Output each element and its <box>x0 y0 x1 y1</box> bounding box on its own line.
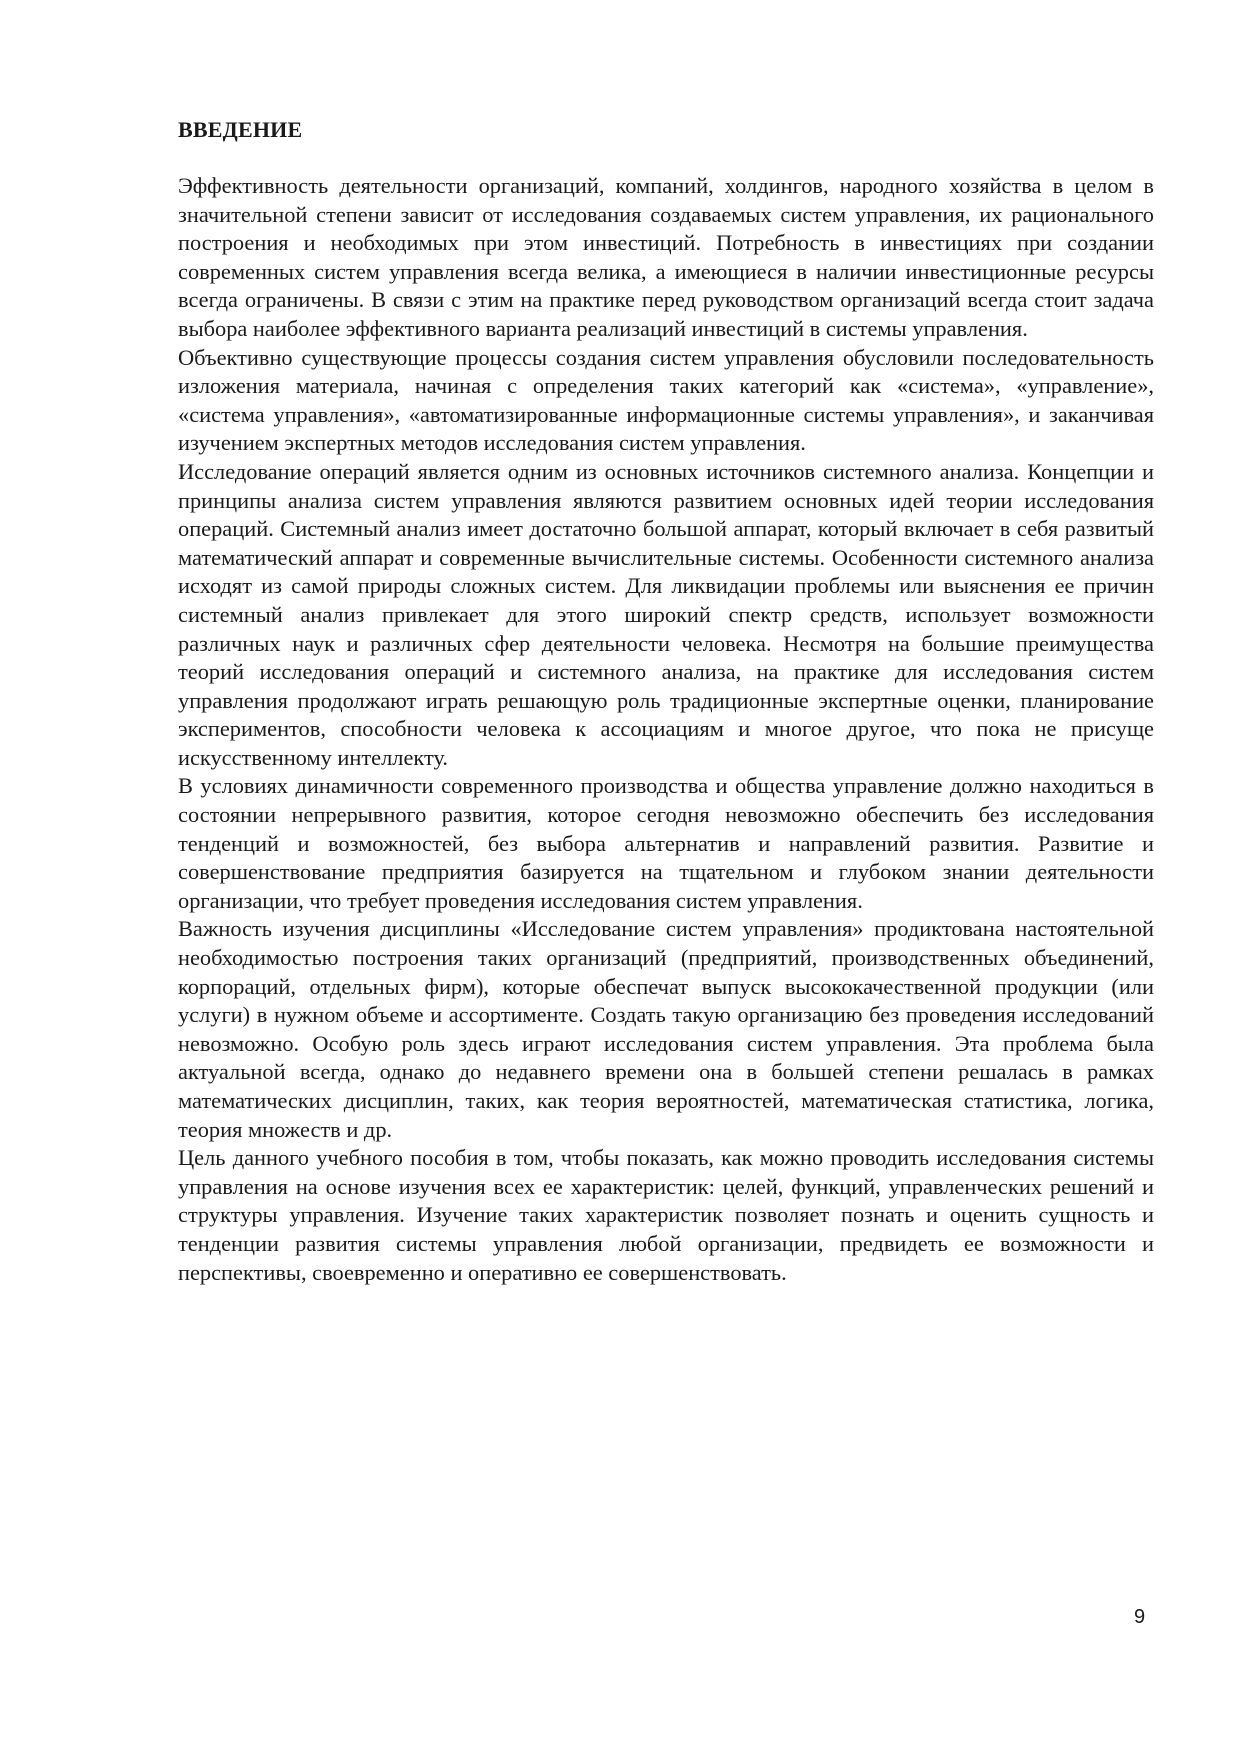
page-content <box>178 116 1154 1287</box>
paragraph-6: Цель данного учебного пособия в том, чтобы показать, как можно проводить исследования системы управления на основе изучения всех ее характеристик: целей, функций, управленческих решений и структуры управления. Изучение таких характеристик позволяет познать и оценить сущность и тенденции развития системы управления любой организации, предвидеть ее возможности и перспективы, своевременно и оперативно ее совершенствовать. <box>178 1145 1154 1285</box>
paragraph-3: Исследование операций является одним из основных источников системного анализа. Концепции и принципы анализа систем управления являются развитием основных идей теории исследования операций. Системный анализ имеет достаточно большой аппарат, который включает в себя развитый математический аппарат и современные вычислительные системы. Особенности системного анализа исходят из самой природы сложных систем. Для ликвидации проблемы или выяснения ее причин системный анализ привлекает для этого широкий спектр средств, использует возможности различных наук и различных сфер деятельности человека. Несмотря на большие преимущества теорий исследования операций и системного анализа, на практике для исследования систем управления продолжают играть решающую роль традиционные экспертные оценки, планирование экспериментов, способности человека к ассоциациям и многое другое, что пока не присуще искусственному интеллекту. <box>178 458 1154 770</box>
paragraph-5: Важность изучения дисциплины «Исследование систем управления» продиктована настоятельной необходимостью построения таких организаций (предприятий, производственных объединений, корпораций, отдельных фирм), которые обеспечат выпуск высококачественной продукции (или услуги) в нужном объеме и ассортименте. Создать такую организацию без проведения исследований невозможно. Особую роль здесь играют исследования систем управления. Эта проблема была актуальной всегда, однако до недавнего времени она в большей степени решалась в рамках математических дисциплин, таких, как теория вероятностей, математическая статистика, логика, теория множеств и др. <box>178 916 1154 1142</box>
paragraph-1: Эффективность деятельности организаций, компаний, холдингов, народного хозяйства в целом в значительной степени зависит от исследования создаваемых систем управления, их рационального построения и необходимых при этом инвестиций. Потребность в инвестициях при создании современных систем управления всегда велика, а имеющиеся в наличии инвестиционные ресурсы всегда ограничены. В связи с этим на практике перед руководством организаций всегда стоит задача выбора наиболее эффективного варианта реализаций инвестиций в системы управления. <box>178 173 1154 341</box>
page-number: 9 <box>1134 1606 1146 1628</box>
paragraph-2: Объективно существующие процессы создания систем управления обусловили последовательность изложения материала, начиная с определения таких категорий как «система», «управление», «система управления», «автоматизированные информационные системы управления», и заканчивая изучением экспертных методов исследования систем управления. <box>178 344 1154 456</box>
section-heading: ВВЕДЕНИЕ <box>178 117 303 142</box>
paragraph-4: В условиях динамичности современного производства и общества управление должно находиться в состоянии непрерывного развития, которое сегодня невозможно обеспечить без исследования тенденций и возможностей, без выбора альтернатив и направлений развития. Развитие и совершенствование предприятия базируется на тщательном и глубоком знании деятельности организации, что требует проведения исследования систем управления. <box>178 773 1154 913</box>
